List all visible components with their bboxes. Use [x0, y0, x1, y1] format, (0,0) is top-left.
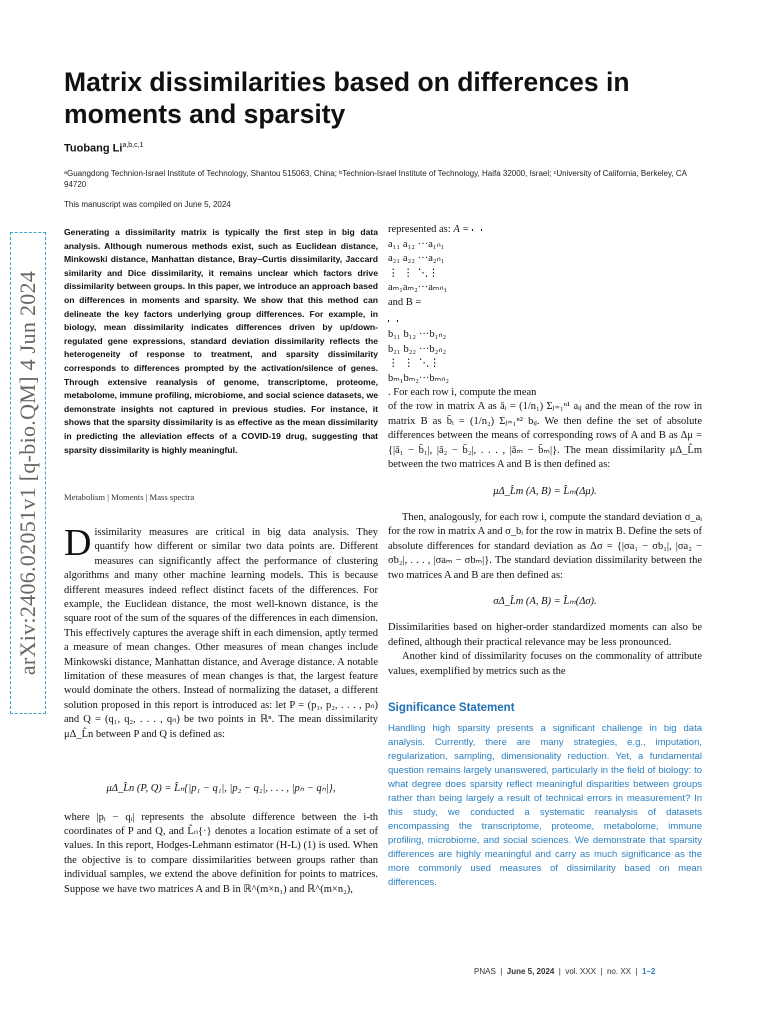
equation-std-dissimilarity: σΔ_L̂m (A, B) = L̂ₘ(Δσ).: [493, 595, 597, 607]
represented-as-text: represented as:: [388, 224, 451, 235]
matrix-b-row: [388, 372, 449, 386]
abstract: Generating a dissimilarity matrix is typically the first step in big data analysis. Although numerous methods exist, such as Euclidean distance, Minkowski distance, Manhattan distance, Bray–Curtis dissimilarity, Jaccard similarity and Dice dissimilarity, it remains unclear which factors drive dissimilarity between groups. In this paper, we introduce an approach based on differences in moments and sparsity. We show that this method can delineate the key factors underlying group differences. For example, in biology, mean dissimilarity indicates differences driven by up/down-regulated gene expressions, standard deviation dissimilarity reflects the heterogeneity of response to treatment, and sparsity dissimilarity corresponds to differences prompted by the activation/silence of genes. Through extensive reanalysis of genome, transcriptome, proteome, metabolome, immune profiling, microbiome, and social science datasets, we demonstrate insights not captured in previous studies. For instance, it shows that the sparsity dissimilarity is as effective as the mean dissimilarity in predicting the alleviation effects of a COVID-19 drug, suggesting that sparsity dissimilarity is highly meaningful.: [64, 227, 378, 455]
matrix-b-line: [388, 314, 702, 328]
matrix-b-row: [388, 343, 449, 357]
matrix-a-row: [388, 281, 447, 295]
matrix-b-cell: b₂ₙ₂: [429, 343, 447, 355]
matrix-a-row: [388, 267, 447, 281]
matrix-b-cell: ···: [418, 372, 430, 384]
author-name: Tuobang Li: [64, 142, 123, 155]
matrix-a-cell: ⋮: [428, 267, 439, 279]
matrix-b-cell: ⋮: [403, 358, 414, 370]
matrix-a-cell: ···: [417, 239, 429, 250]
matrix-b-cell: ···: [418, 329, 430, 341]
matrix-b-cell: bₘ₂: [403, 372, 419, 384]
left-column: [64, 522, 378, 897]
keywords: Metabolism | Moments | Mass spectra: [64, 492, 195, 502]
affiliations: ᵃGuangdong Technion-Israel Institute of Technology, Shantou 515063, China; ᵇTechnion-Israel Institute of Technology, Haifa 32000, Israel; ᶜUniversity of California, Berkeley, CA 94720: [64, 169, 687, 189]
matrix-a-cell: aₘ₁: [388, 282, 403, 294]
matrix-a-cell: aₘₙ₁: [428, 282, 448, 294]
matrix-b-cell: ⋮: [429, 358, 440, 370]
matrix-b-cell: b₁₂: [403, 329, 417, 341]
footer-date: June 5, 2024: [506, 967, 555, 976]
footer-journal: PNAS: [474, 967, 496, 976]
matrix-b-cell: ⋱: [418, 358, 430, 370]
matrix-a-row: [388, 238, 447, 252]
matrix-a: [472, 229, 482, 231]
matrix-a-row: [388, 252, 447, 266]
matrix-b-row: [388, 328, 449, 342]
matrix-a-cell: ⋮: [402, 267, 414, 279]
compiled-date: This manuscript was compiled on June 5, 2024: [64, 200, 231, 209]
row-mean-paragraph: of the row in matrix A as āᵢ = (1/n₁) Σⱼ₌₁ⁿ¹ aᵢⱼ and the mean of the row in matrix B as b̄ᵢ = (1/n₂) Σⱼ₌₁ⁿ² bᵢⱼ. We then define the set of absolute differences between the means of corresponding rows of A and B as Δμ = {|ā₁ − b̄₁|, |ā₂ − b̄₂|, . . . , |āₘ − b̄ₘ|}. The mean dissimilarity μΔ_L̂m between the two matrices A and B is then defined as:: [388, 401, 702, 471]
significance-body: Handling high sparsity presents a significant challenge in big data analysis. Currently, there are many strategies, e.g., imputation, regularization, sampling, dimensionality reduction. Yet, a fundamental question remains largely unanswered, particularly in the field of biology: to what degree does sparsity reflect meaningful disparities between groups rather than being largely a result of technical errors in measurement? In this study, we conducted a systematic reanalysis of datasets encompassing the transcriptome, proteome, metabolome, immune profiling, microbiome, and social sciences. We demonstrate that sparsity differences are highly meaningful and carry as much significance as the more commonly used measures of dissimilarity based on mean differences.: [388, 723, 702, 888]
matrix-a-label: A =: [453, 224, 470, 235]
footer-pages: 1–2: [641, 967, 656, 976]
matrix-b-row: [388, 357, 449, 371]
significance-title: Significance Statement: [388, 702, 515, 714]
matrix-a-cell: a₂ₙ₁: [428, 253, 445, 265]
matrix-a-cell: ···: [417, 282, 429, 294]
author-line: [64, 142, 143, 155]
matrix-a-cell: a₁ₙ₁: [428, 239, 445, 250]
matrix-a-cell: ⋱: [417, 267, 429, 279]
matrix-a-cell: ⋮: [388, 267, 399, 279]
matrix-b-cell: bₘ₁: [388, 372, 404, 384]
commonality-paragraph: Another kind of dissimilarity focuses on the commonality of attribute values, exemplified by metrics such as the: [388, 651, 702, 677]
paper-title: Matrix dissimilarities based on differences in moments and sparsity: [64, 67, 630, 129]
matrix-definition-line: [388, 222, 702, 238]
matrix-a-cell: aₘ₂: [402, 282, 418, 294]
matrix-b-cell: b₁ₙ₂: [429, 329, 447, 341]
equation-mean-dissimilarity: μΔ_L̂m (A, B) = L̂ₘ(Δμ).: [493, 485, 597, 497]
higher-moments-paragraph: Dissimilarities based on higher-order standardized moments can also be defined, although their practical relevance may be less pronounced.: [388, 622, 702, 648]
author-affiliation-marks: a,b,c,1: [122, 142, 144, 149]
matrix-a-cell: a₂₂: [402, 253, 415, 265]
and-b-label: and B =: [388, 296, 422, 308]
matrix-a-cell: a₁₂: [402, 239, 415, 250]
right-column: [388, 222, 702, 679]
significance-statement: [388, 702, 702, 890]
footer-volume: vol. XXX: [565, 967, 597, 976]
drop-cap: D: [64, 522, 92, 564]
paragraph-after-eq1: where |pᵢ − qᵢ| represents the absolute difference between the i-th coordinates of P and Q, and L̂ₙ{·} denotes a location estimate of a set of values. In this report, Hodges-Lehmann estimator (H-L) (1) is used. When the objective is to compare dissimilarities between groups rather than individual samples, we extend the above definition for points to matrices. Suppose we have two matrices A and B in ℝ^(m×n₁) and ℝ^(m×n₂),: [64, 811, 378, 895]
matrix-b-cell: bₘₙ₂: [429, 372, 450, 384]
matrix-b-cell: ⋮: [388, 358, 399, 370]
arxiv-identifier: arXiv:2406.02051v1 [q-bio.QM] 4 Jun 2024: [15, 270, 40, 676]
footer-number: no. XX: [606, 967, 631, 976]
page-footer: PNAS | June 5, 2024 | vol. XXX | no. XX | 1–2: [474, 967, 656, 976]
equation-point-mean-dissimilarity: μΔ_L̂n (P, Q) = L̂ₙ{|p₁ − q₁|, |p₂ − q₂|, . . . , |pₙ − qₙ|},: [106, 783, 336, 795]
row-mean-intro: . For each row i, compute the mean: [388, 387, 537, 399]
matrix-b: [388, 320, 398, 322]
matrix-b-cell: b₂₁: [388, 343, 401, 355]
intro-paragraph: [64, 522, 378, 742]
matrix-b-cell: ···: [418, 343, 430, 355]
matrix-b-cell: b₂₂: [403, 343, 417, 355]
matrix-b-cell: b₁₁: [388, 329, 401, 341]
matrix-a-cell: a₂₁: [388, 253, 400, 265]
intro-text: issimilarity measures are critical in big data analysis. They quantify how different or similar two data points are. Different measures can significantly affect the performance of clustering algorithms and many other machine learning models. This is because different measures indeed reflect distinct facets of the differences. For example, the Euclidean distance, the most well-known distance, is the square root of the sum of the squares of the differences in each dimension. This effectively captures the average shift in each dimension, aptly termed a measure of mean changes. Other measures of mean changes include Minkowski distance, Manhattan distance, and Average distance. A notable limitation of these measures of mean changes is that, the largest feature would dominate the others. Instead of normalizing the dataset, a different solution proposed in this report is introduced as: let P = (p₁, p₂, . . . , pₙ) and Q = (q₁, q₂, . . . , qₙ) be two points in ℝⁿ. The mean dissimilarity μΔ_L̂n between P and Q is defined as:: [64, 527, 378, 740]
matrix-a-cell: ···: [417, 253, 429, 265]
std-paragraph: Then, analogously, for each row i, compute the standard deviation σ_aᵢ for the row in matrix A and σ_bᵢ for the row in matrix B. Define the sets of absolute differences for standard deviation as Δσ = {|σa₁ − σb₁|, |σa₂ − σb₂|, . . . , |σaₘ − σbₘ|}. The standard deviation dissimilarity between the two matrices A and B are then defined as:: [388, 511, 702, 581]
matrix-a-cell: a₁₁: [388, 239, 400, 250]
arxiv-identifier-banner: [10, 232, 46, 714]
